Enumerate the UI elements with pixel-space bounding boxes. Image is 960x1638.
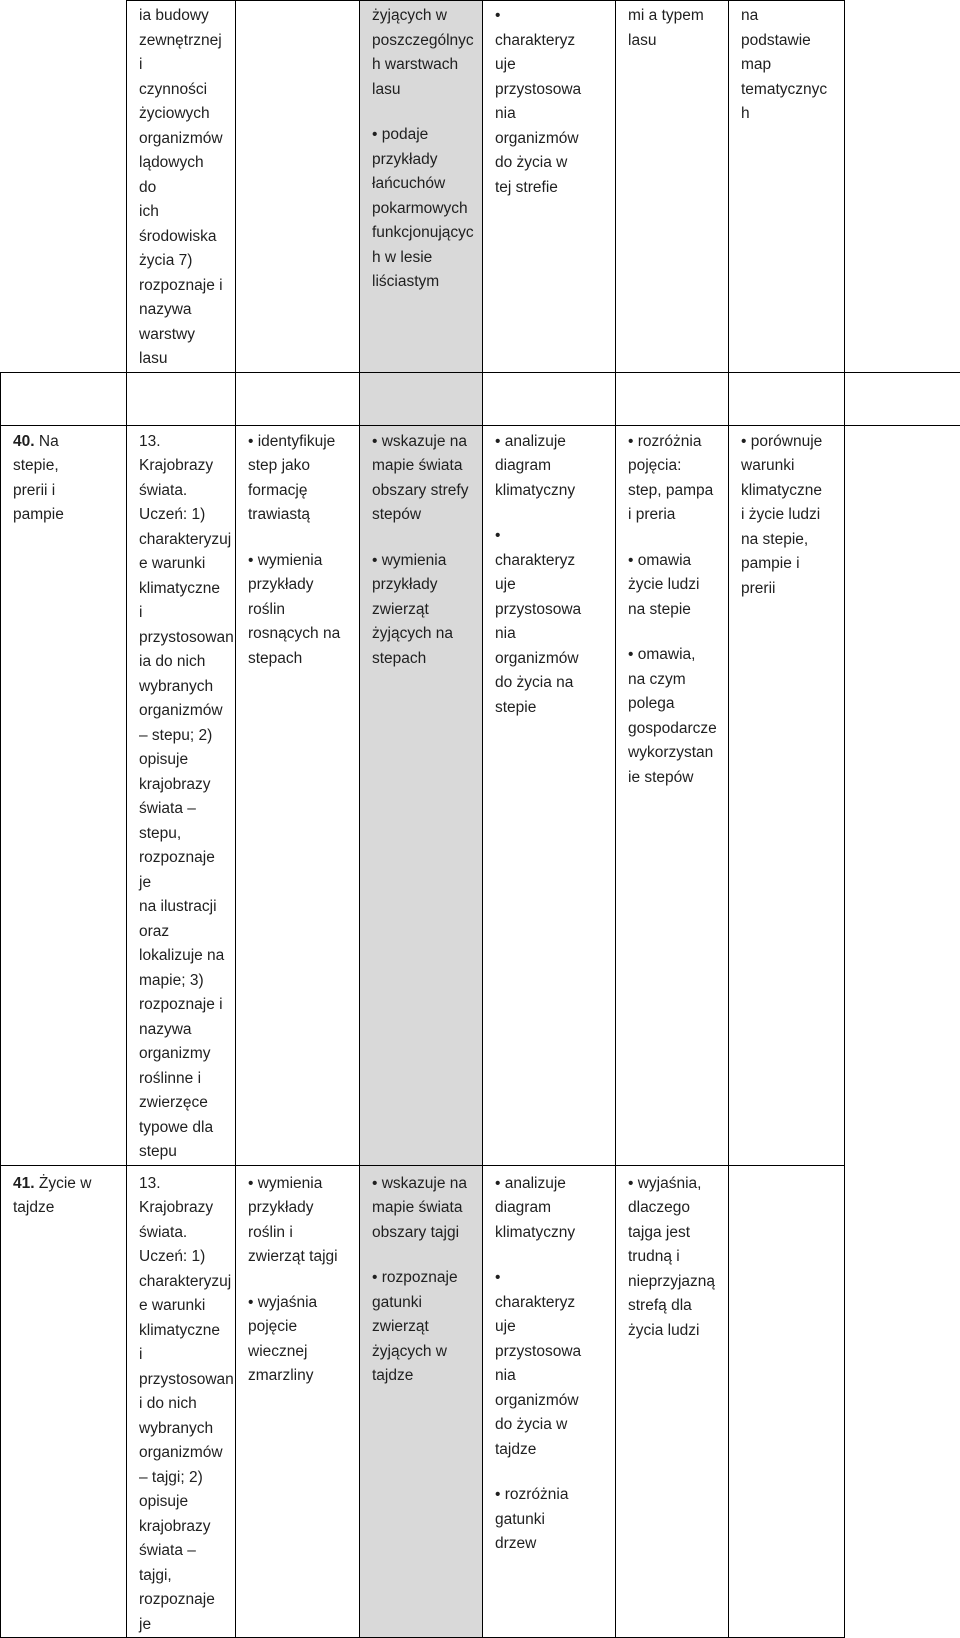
requirement-item: na podstawie map tematycznyc h [741, 4, 834, 127]
blank-cell [845, 1, 960, 373]
lesson-title: Życie w tajdze [13, 1175, 91, 1217]
level4-cell [616, 1165, 729, 1638]
requirement-item: • podaje przykłady łańcuchów pokarmowych funkcjonującyc h w lesie liściastym [372, 123, 472, 295]
level4-cell [616, 372, 729, 425]
requirement-item: • wymienia przykłady zwierząt żyjących na stepach [372, 549, 472, 672]
level4-cell [616, 1, 729, 373]
requirement-item: • analizuje diagram klimatyczny [495, 430, 605, 504]
requirement-item: • rozróżnia gatunki drzew [495, 1483, 605, 1557]
table-row [1, 372, 960, 425]
level5-cell [729, 372, 845, 425]
level2-cell [360, 1, 483, 373]
requirement-item: • wyjaśnia pojęcie wiecznej zmarzliny [248, 1291, 349, 1389]
lesson-number: 41. [13, 1175, 35, 1192]
lesson-number: 40. [13, 433, 35, 450]
requirement-item: • rozróżnia pojęcia: step, pampa i preria [628, 430, 718, 528]
level1-cell [236, 372, 360, 425]
level3-cell [483, 425, 616, 1165]
requirement-item: • wskazuje na mapie świata obszary tajgi [372, 1172, 472, 1246]
requirement-item: • rozpoznaje gatunki zwierząt żyjących w tajdze [372, 1266, 472, 1389]
requirement-item: • wymienia przykłady roślin i zwierząt tajgi [248, 1172, 349, 1270]
requirement-item: • omawia życie ludzi na stepie [628, 549, 718, 623]
requirement-item: • wskazuje na mapie świata obszary strefy stepów [372, 430, 472, 528]
level6-cell [845, 372, 960, 425]
level3-cell [483, 372, 616, 425]
level4-cell [616, 425, 729, 1165]
level3-cell [483, 1165, 616, 1638]
requirement-item: • omawia, na czym polega gospodarcze wykorzystan ie stepów [628, 643, 718, 790]
level3-cell [483, 1, 616, 373]
requirement-item: • porównuje warunki klimatyczne i życie ludzi na stepie, pampie i prerii [741, 430, 834, 602]
level1-cell [236, 1, 360, 373]
level1-cell [236, 1165, 360, 1638]
requirement-item: • identyfikuje step jako formację trawiastą [248, 430, 349, 528]
requirements-cell: ia budowy zewnętrznej i czynności życiowych organizmów lądowych do ich środowiska życia 7) rozpoznaje i nazywa warstwy lasu [127, 1, 236, 373]
level2-cell [360, 372, 483, 425]
requirement-item: mi a typem lasu [628, 4, 718, 53]
requirements-cell: 13. Krajobrazy świata. Uczeń: 1) charakteryzuj e warunki klimatyczne i przystosowan i do nich wybranych organizmów – tajgi; 2) opisuje krajobrazy świata – tajgi, rozpoznaje je [127, 1165, 236, 1638]
lesson-title: Na stepie, prerii i pampie [13, 433, 64, 524]
requirement-item: • analizuje diagram klimatyczny [495, 1172, 605, 1246]
topic-cell [1, 1165, 127, 1638]
level2-cell [360, 425, 483, 1165]
requirement-item: • wymienia przykłady roślin rosnących na stepach [248, 549, 349, 672]
requirement-item: • wyjaśnia, dlaczego tajga jest trudną i nieprzyjazną strefą dla życia ludzi [628, 1172, 718, 1344]
topic-cell-empty [1, 1, 127, 373]
blank-cell [845, 1165, 960, 1638]
table-row [1, 1165, 960, 1638]
level2-cell [360, 1165, 483, 1638]
level5-cell [729, 425, 845, 1165]
requirements-cell [127, 372, 236, 425]
requirement-item: żyjących w poszczególnyc h warstwach lasu [372, 4, 472, 102]
level1-cell [236, 425, 360, 1165]
table-row [1, 425, 960, 1165]
requirement-item: • charakteryz uje przystosowa nia organizmów do życia na stepie [495, 524, 605, 720]
level5-cell [729, 1165, 845, 1638]
requirements-cell: 13. Krajobrazy świata. Uczeń: 1) charakteryzuj e warunki klimatyczne i przystosowan ia do nich wybranych organizmów – stepu; 2) opisuje krajobrazy świata – stepu, rozpoznaje je na ilustracji oraz lokalizuje na mapie; 3) rozpoznaje i nazywa organizmy roślinne i zwierzęce typowe dla stepu [127, 425, 236, 1165]
topic-cell [1, 425, 127, 1165]
topic-cell [1, 372, 127, 425]
requirement-item: • charakteryz uje przystosowa nia organizmów do życia w tajdze [495, 1266, 605, 1462]
requirement-item: • charakteryz uje przystosowa nia organizmów do życia w tej strefie [495, 4, 605, 200]
level5-cell [729, 1, 845, 373]
table-row [1, 1, 960, 373]
blank-cell [845, 425, 960, 1165]
